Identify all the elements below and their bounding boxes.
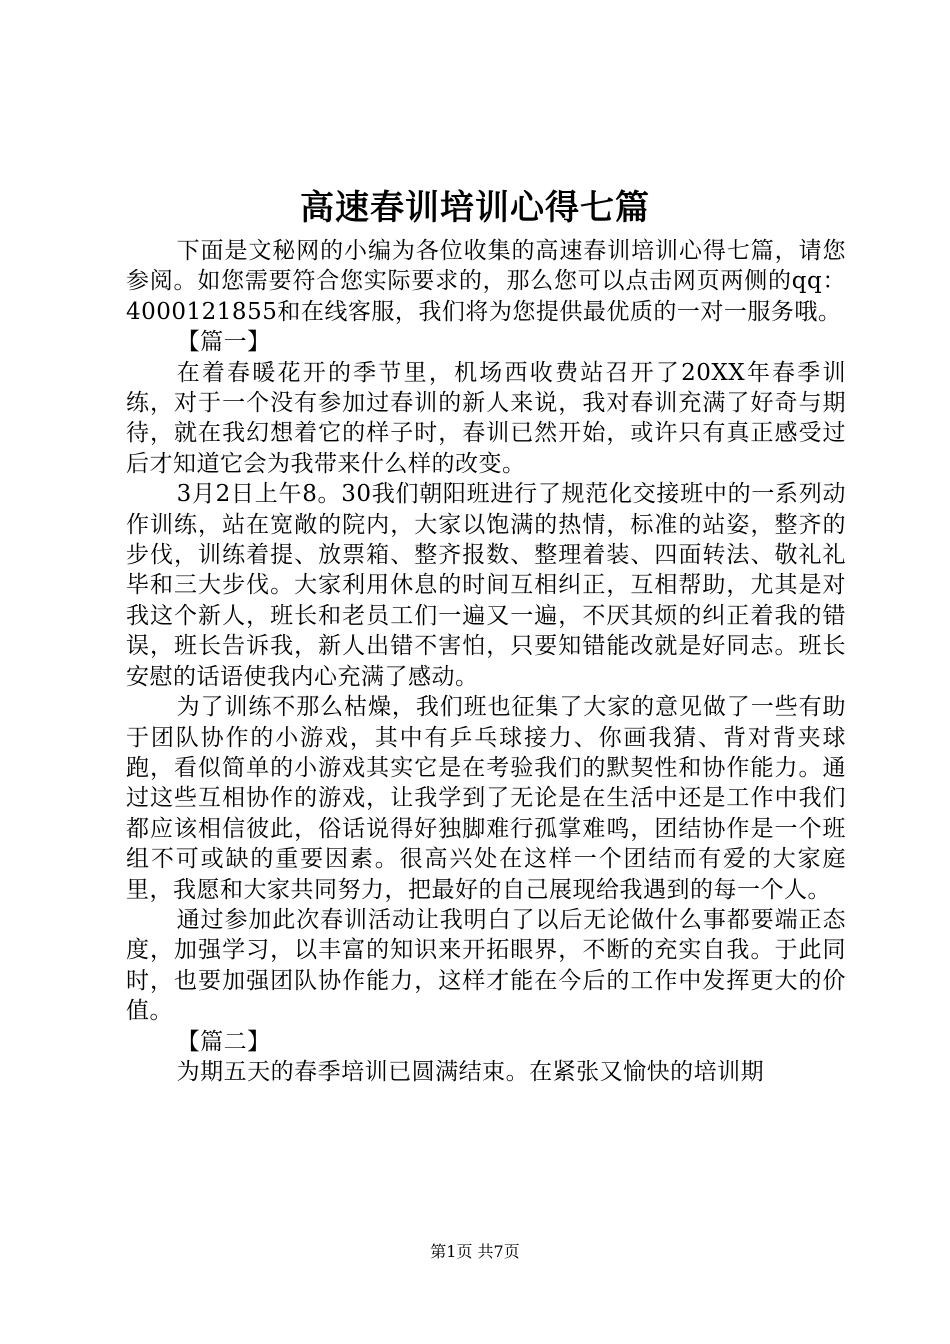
body-paragraph: 在着春暖花开的季节里，机场西收费站召开了20XX年春季训练，对于一个没有参加过春训的新人来说，我对春训充满了好奇与期待，就在我幻想着它的样子时，春训已然开始，或许只有真正感受过后才知道它会为我带来什么样的改变。 xyxy=(126,359,846,477)
intro-paragraph: 下面是文秘网的小编为各位收集的高速春训培训心得七篇，请您参阅。如您需要符合您实际要求的，那么您可以点击网页两侧的qq：4000121855和在线客服，我们将为您提供最优质的一对一服务哦。 xyxy=(126,238,846,325)
document-title: 高速春训培训心得七篇 xyxy=(300,188,650,228)
body-paragraph: 3月2日上午8。30我们朝阳班进行了规范化交接班中的一系列动作训练，站在宽敞的院内，大家以饱满的热情，标准的站姿，整齐的步伐，训练着提、放票箱、整齐报数、整理着装、四面转法、敬礼礼毕和三大步伐。大家利用休息的时间互相纠正，互相帮助，尤其是对我这个新人，班长和老员工们一遍又一遍，不厌其烦的纠正着我的错误，班长告诉我，新人出错不害怕，只要知错能改就是好同志。班长安慰的话语使我内心充满了感动。 xyxy=(126,481,846,690)
body-paragraph: 为期五天的春季培训已圆满结束。在紧张又愉快的培训期 xyxy=(176,1058,765,1085)
body-paragraph: 为了训练不那么枯燥，我们班也征集了大家的意见做了一些有助于团队协作的小游戏，其中有乒乓球接力、你画我猜、背对背夹球跑，看似简单的小游戏其实它是在考验我们的默契性和协作能力。通过这些互相协作的游戏，让我学到了无论是在生活中还是工作中我们都应该相信彼此，俗话说得好独脚难行孤掌难鸣，团结协作是一个班组不可或缺的重要因素。很高兴处在这样一个团结而有爱的大家庭里，我愿和大家共同努力，把最好的自己展现给我遇到的每一个人。 xyxy=(126,694,846,903)
document-body xyxy=(126,236,846,1087)
page-footer: 第1页 共7页 xyxy=(430,1242,520,1261)
section-heading-1: 【篇一】 xyxy=(176,329,271,356)
section-heading-2: 【篇二】 xyxy=(176,1028,271,1055)
body-paragraph: 通过参加此次春训活动让我明白了以后无论做什么事都要端正态度，加强学习，以丰富的知识来开拓眼界，不断的充实自我。于此同时，也要加强团队协作能力，这样才能在今后的工作中发挥更大的价值。 xyxy=(126,906,846,1025)
